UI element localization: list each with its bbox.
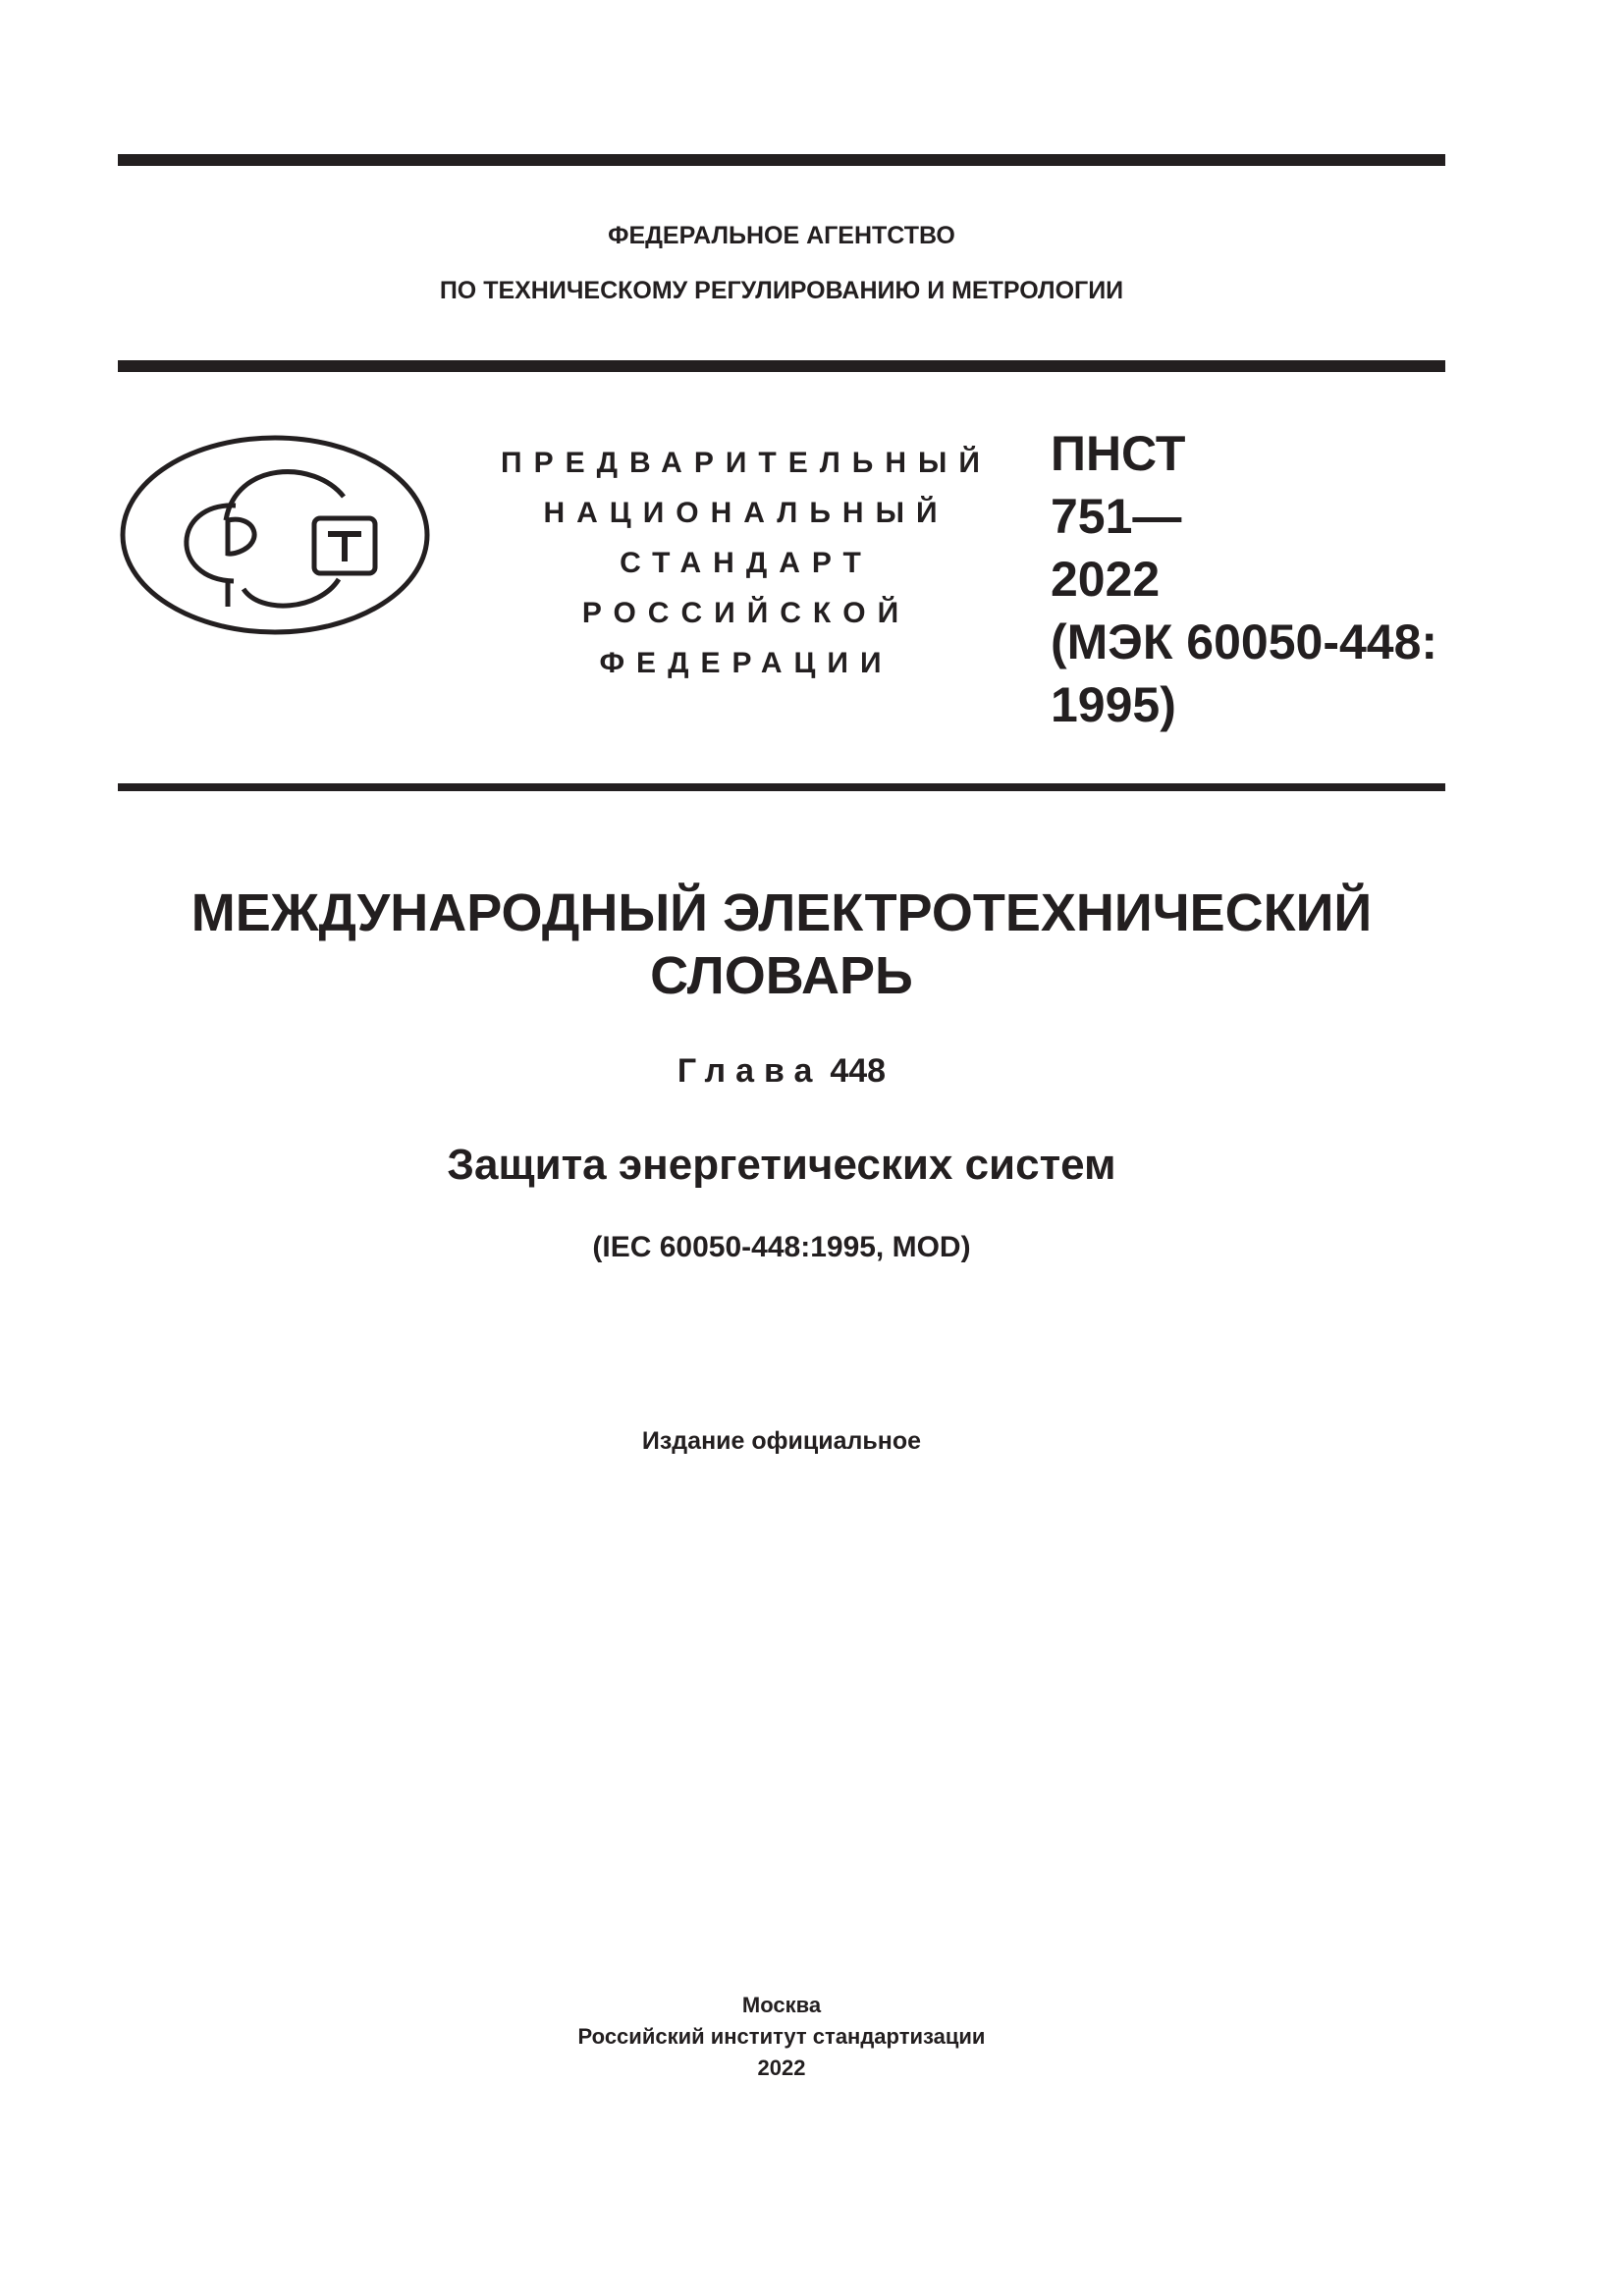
standard-designation [1051, 422, 1443, 736]
designation-line: 751— [1051, 489, 1182, 544]
middle-rule [118, 360, 1445, 372]
standard-type-block [471, 438, 1021, 688]
designation-line: 1995) [1051, 677, 1176, 732]
designation-line: 2022 [1051, 552, 1161, 607]
standard-type-line: НАЦИОНАЛЬНЫЙ [543, 497, 949, 529]
edition-note: Издание официальное [641, 1427, 922, 1455]
imprint-block [118, 1990, 1445, 2084]
document-subject: Защита энергетических систем [447, 1141, 1116, 1189]
standard-type-line: СТАНДАРТ [620, 547, 873, 579]
standard-type-line: ПРЕДВАРИТЕЛЬНЫЙ [501, 447, 992, 479]
standard-type-line: РОССИЙСКОЙ [581, 597, 911, 629]
title-line-1: МЕЖДУНАРОДНЫЙ ЭЛЕКТРОТЕХНИЧЕСКИЙ [190, 883, 1373, 942]
top-rule [118, 154, 1445, 166]
designation-line: ПНСТ [1051, 426, 1186, 481]
designation-line: (МЭК 60050-448: [1051, 614, 1438, 669]
imprint-publisher: Российский институт стандартизации [577, 2024, 986, 2049]
iec-reference: (IEC 60050-448:1995, MOD) [592, 1231, 971, 1263]
title-line-2: СЛОВАРЬ [650, 946, 913, 1005]
bottom-rule [118, 783, 1445, 791]
imprint-year: 2022 [757, 2056, 806, 2080]
gost-r-emblem-icon [118, 432, 432, 638]
agency-name-line-1: ФЕДЕРАЛЬНОЕ АГЕНТСТВО [608, 222, 955, 249]
chapter-number: 448 [830, 1052, 887, 1090]
agency-name-line-2: ПО ТЕХНИЧЕСКОМУ РЕГУЛИРОВАНИЮ И МЕТРОЛОГИИ [439, 277, 1124, 304]
standard-type-line: ФЕДЕРАЦИИ [599, 647, 893, 679]
chapter-heading [118, 1052, 1445, 1091]
chapter-word: Глава [677, 1052, 823, 1090]
document-title [118, 881, 1445, 1007]
imprint-city: Москва [741, 1993, 822, 2017]
